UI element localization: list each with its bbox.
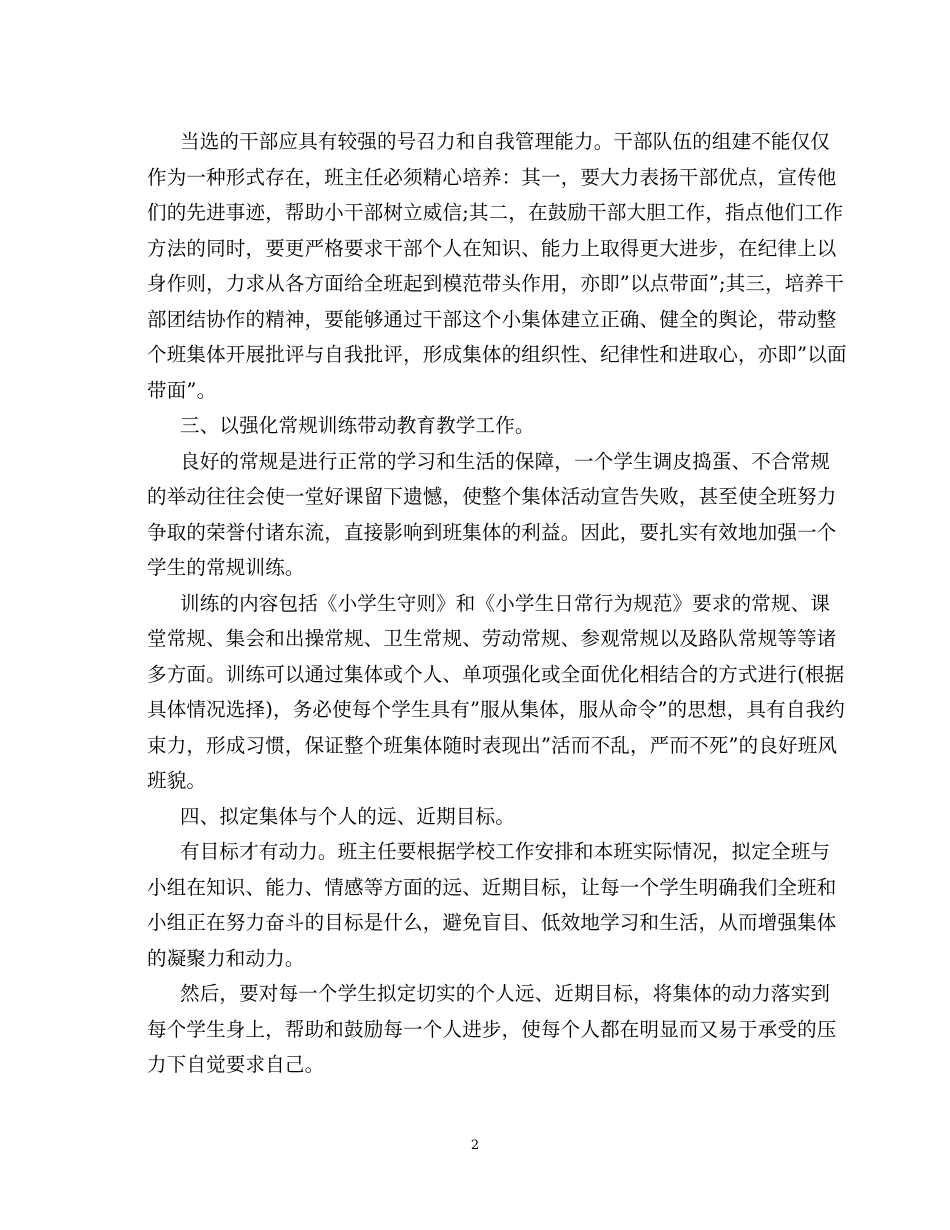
- text-line: 小组正在努力奋斗的目标是什么，避免盲目、低效地学习和生活，从而增强集体: [147, 911, 837, 934]
- page-number: 2: [470, 1138, 480, 1153]
- text-line: 带面”。: [147, 378, 217, 402]
- text-line: 的举动往往会使一堂好课留下遗憾，使整个集体活动宣告失败，甚至使全班努力: [147, 485, 837, 508]
- text-line: 争取的荣誉付诸东流，直接影响到班集体的利益。因此，要扎实有效地加强一个: [147, 520, 837, 544]
- section-heading: 四、拟定集体与个人的远、近期目标。: [180, 804, 515, 828]
- text-line: 然后，要对每一个学生拟定切实的个人远、近期目标，将集体的动力落实到: [180, 982, 831, 1005]
- text-line: 训练的内容包括《小学生守则》和《小学生日常行为规范》要求的常规、课: [180, 591, 831, 615]
- text-line: 学生的常规训练。: [147, 556, 305, 579]
- text-line: 当选的干部应具有较强的号召力和自我管理能力。干部队伍的组建不能仅仅: [180, 130, 831, 153]
- text-line: 具体情况选择)，务必使每个学生具有”服从集体，服从命令”的思想，具有自我约: [147, 698, 845, 721]
- text-line: 班貌。: [147, 769, 207, 792]
- text-line: 每个学生身上，帮助和鼓励每一个人进步，使每个人都在明显而又易于承受的压: [147, 1017, 837, 1041]
- text-line: 多方面。训练可以通过集体或个人、单项强化或全面优化相结合的方式进行(根据: [147, 662, 845, 686]
- text-line: 们的先进事迹，帮助小干部树立威信;其二，在鼓励干部大胆工作，指点他们工作: [147, 201, 844, 224]
- section-heading: 三、以强化常规训练带动教育教学工作。: [180, 414, 535, 437]
- text-line: 小组在知识、能力、情感等方面的远、近期目标，让每一个学生明确我们全班和: [147, 875, 837, 899]
- text-line: 个班集体开展批评与自我批评，形成集体的组织性、纪律性和进取心，亦即”以面: [147, 343, 847, 366]
- text-line: 的凝聚力和动力。: [147, 946, 305, 970]
- text-line: 力下自觉要求自己。: [147, 1053, 325, 1076]
- text-line: 作为一种形式存在，班主任必须精心培养：其一，要大力表扬干部优点，宣传他: [147, 165, 837, 189]
- text-line: 堂常规、集会和出操常规、卫生常规、劳动常规、参观常规以及路队常规等等诸: [147, 627, 837, 650]
- text-line: 身作则，力求从各方面给全班起到模范带头作用，亦即”以点带面”;其三，培养干: [147, 272, 844, 295]
- text-line: 良好的常规是进行正常的学习和生活的保障，一个学生调皮捣蛋、不合常规: [180, 449, 831, 473]
- text-line: 有目标才有动力。班主任要根据学校工作安排和本班实际情况，拟定全班与: [180, 840, 831, 863]
- text-line: 部团结协作的精神，要能够通过干部这个小集体建立正确、健全的舆论，带动整: [147, 307, 837, 331]
- text-line: 方法的同时，要更严格要求干部个人在知识、能力上取得更大进步，在纪律上以: [147, 236, 837, 260]
- text-line: 束力，形成习惯，保证整个班集体随时表现出”活而不乱，严而不死”的良好班风: [147, 733, 838, 757]
